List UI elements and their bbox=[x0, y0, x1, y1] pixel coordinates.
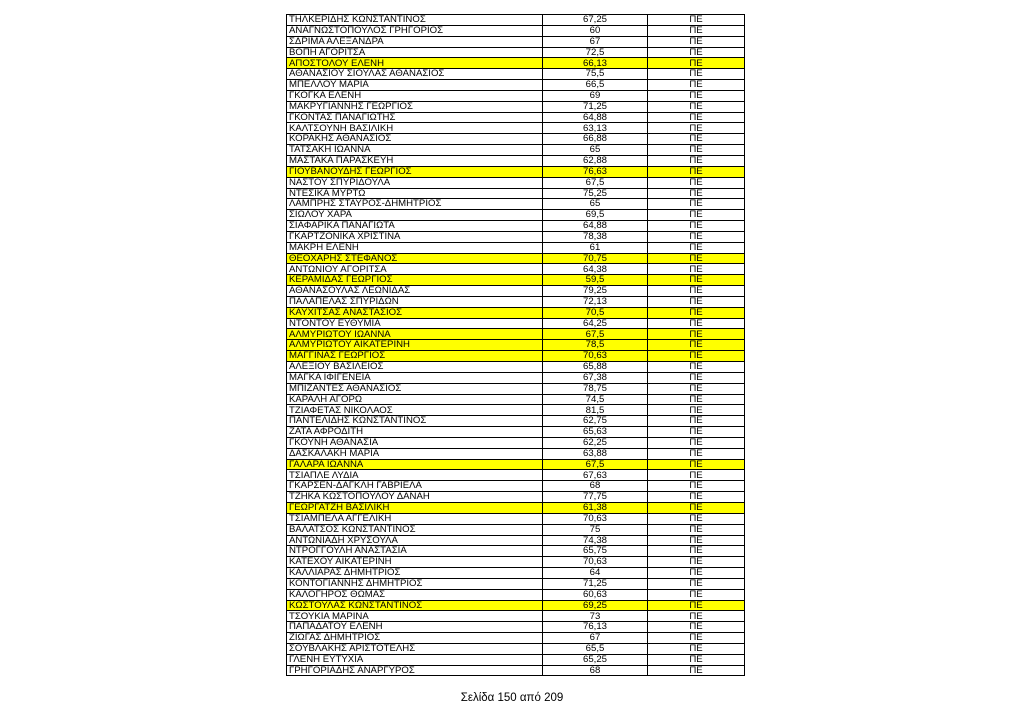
table-row bbox=[287, 264, 745, 275]
table-row bbox=[287, 405, 745, 416]
score-cell: 62,25 bbox=[543, 437, 648, 448]
name-cell: ΜΠΕΛΛΟΥ ΜΑΡΙΑ bbox=[287, 80, 543, 91]
name-cell: ΝΤΟΝΤΟΥ ΕΥΘΥΜΙΑ bbox=[287, 318, 543, 329]
category-cell: ΠΕ bbox=[648, 101, 745, 112]
table-row bbox=[287, 557, 745, 568]
table-row bbox=[287, 166, 745, 177]
score-cell: 65,75 bbox=[543, 546, 648, 557]
table-row bbox=[287, 47, 745, 58]
category-cell: ΠΕ bbox=[648, 546, 745, 557]
score-cell: 66,88 bbox=[543, 134, 648, 145]
name-cell: ΓΚΟΥΝΗ ΑΘΑΝΑΣΙΑ bbox=[287, 437, 543, 448]
category-cell: ΠΕ bbox=[648, 589, 745, 600]
category-cell: ΠΕ bbox=[648, 296, 745, 307]
name-cell: ΓΛΕΝΗ ΕΥΤΥΧΙΑ bbox=[287, 654, 543, 665]
table-row bbox=[287, 329, 745, 340]
table-row bbox=[287, 242, 745, 253]
name-cell: ΜΑΓΚΑ ΙΦΙΓΕΝΕΙΑ bbox=[287, 372, 543, 383]
category-cell: ΠΕ bbox=[648, 90, 745, 101]
table-row bbox=[287, 416, 745, 427]
table-row bbox=[287, 210, 745, 221]
category-cell: ΠΕ bbox=[648, 427, 745, 438]
name-cell: ΚΩΣΤΟΥΛΑΣ ΚΩΝΣΤΑΝΤΙΝΟΣ bbox=[287, 600, 543, 611]
category-cell: ΠΕ bbox=[648, 199, 745, 210]
results-table-body bbox=[287, 15, 745, 676]
category-cell: ΠΕ bbox=[648, 633, 745, 644]
name-cell: ΚΑΛΤΣΟΥΝΗ ΒΑΣΙΛΙΚΗ bbox=[287, 123, 543, 134]
score-cell: 75 bbox=[543, 524, 648, 535]
score-cell: 75,5 bbox=[543, 69, 648, 80]
score-cell: 70,63 bbox=[543, 351, 648, 362]
score-cell: 71,25 bbox=[543, 101, 648, 112]
score-cell: 64,25 bbox=[543, 318, 648, 329]
category-cell: ΠΕ bbox=[648, 166, 745, 177]
name-cell: ΝΑΣΤΟΥ ΣΠΥΡΙΔΟΥΛΑ bbox=[287, 177, 543, 188]
name-cell: ΤΗΛΚΕΡΙΔΗΣ ΚΩΝΣΤΑΝΤΙΝΟΣ bbox=[287, 15, 543, 26]
category-cell: ΠΕ bbox=[648, 600, 745, 611]
name-cell: ΤΖΙΑΦΕΤΑΣ ΝΙΚΟΛΑΟΣ bbox=[287, 405, 543, 416]
name-cell: ΓΚΑΡΤΖΟΝΙΚΑ ΧΡΙΣΤΙΝΑ bbox=[287, 231, 543, 242]
name-cell: ΑΘΑΝΑΣΟΥΛΑΣ ΛΕΩΝΙΔΑΣ bbox=[287, 286, 543, 297]
name-cell: ΑΝΤΩΝΙΟΥ ΑΓΟΡΙΤΣΑ bbox=[287, 264, 543, 275]
name-cell: ΣΟΥΒΛΑΚΗΣ ΑΡΙΣΤΟΤΕΛΗΣ bbox=[287, 643, 543, 654]
category-cell: ΠΕ bbox=[648, 557, 745, 568]
results-table bbox=[286, 14, 745, 676]
table-row bbox=[287, 643, 745, 654]
name-cell: ΚΑΡΑΛΗ ΑΓΟΡΩ bbox=[287, 394, 543, 405]
name-cell: ΒΟΠΗ ΑΓΟΡΙΤΣΑ bbox=[287, 47, 543, 58]
name-cell: ΚΑΛΛΙΑΡΑΣ ΔΗΜΗΤΡΙΟΣ bbox=[287, 568, 543, 579]
category-cell: ΠΕ bbox=[648, 231, 745, 242]
name-cell: ΚΟΡΑΚΗΣ ΑΘΑΝΑΣΙΟΣ bbox=[287, 134, 543, 145]
category-cell: ΠΕ bbox=[648, 437, 745, 448]
table-row bbox=[287, 589, 745, 600]
category-cell: ΠΕ bbox=[648, 394, 745, 405]
score-cell: 63,88 bbox=[543, 448, 648, 459]
category-cell: ΠΕ bbox=[648, 145, 745, 156]
score-cell: 60 bbox=[543, 25, 648, 36]
table-row bbox=[287, 145, 745, 156]
table-row bbox=[287, 546, 745, 557]
category-cell: ΠΕ bbox=[648, 318, 745, 329]
category-cell: ΠΕ bbox=[648, 351, 745, 362]
category-cell: ΠΕ bbox=[648, 69, 745, 80]
score-cell: 68 bbox=[543, 665, 648, 676]
table-row bbox=[287, 481, 745, 492]
table-row bbox=[287, 513, 745, 524]
score-cell: 66,5 bbox=[543, 80, 648, 91]
table-row bbox=[287, 654, 745, 665]
name-cell: ΑΛΕΞΙΟΥ ΒΑΣΙΛΕΙΟΣ bbox=[287, 362, 543, 373]
name-cell: ΤΑΤΣΑΚΗ ΙΩΑΝΝΑ bbox=[287, 145, 543, 156]
name-cell: ΣΙΑΦΑΡΙΚΑ ΠΑΝΑΓΙΩΤΑ bbox=[287, 221, 543, 232]
table-row bbox=[287, 80, 745, 91]
name-cell: ΤΖΗΚΑ ΚΩΣΤΟΠΟΥΛΟΥ ΔΑΝΑΗ bbox=[287, 492, 543, 503]
score-cell: 67,25 bbox=[543, 15, 648, 26]
category-cell: ΠΕ bbox=[648, 155, 745, 166]
score-cell: 70,63 bbox=[543, 513, 648, 524]
score-cell: 68 bbox=[543, 481, 648, 492]
score-cell: 70,75 bbox=[543, 253, 648, 264]
name-cell: ΚΑΤΕΧΟΥ ΑΙΚΑΤΕΡΙΝΗ bbox=[287, 557, 543, 568]
score-cell: 67,5 bbox=[543, 459, 648, 470]
name-cell: ΜΑΓΓΙΝΑΣ ΓΕΩΡΓΙΟΣ bbox=[287, 351, 543, 362]
table-row bbox=[287, 600, 745, 611]
name-cell: ΝΤΡΟΓΓΟΥΛΗ ΑΝΑΣΤΑΣΙΑ bbox=[287, 546, 543, 557]
score-cell: 79,25 bbox=[543, 286, 648, 297]
name-cell: ΘΕΟΧΑΡΗΣ ΣΤΕΦΑΝΟΣ bbox=[287, 253, 543, 264]
name-cell: ΓΡΗΓΟΡΙΑΔΗΣ ΑΝΑΡΓΥΡΟΣ bbox=[287, 665, 543, 676]
score-cell: 67,5 bbox=[543, 177, 648, 188]
category-cell: ΠΕ bbox=[648, 253, 745, 264]
score-cell: 74,5 bbox=[543, 394, 648, 405]
table-row bbox=[287, 112, 745, 123]
score-cell: 70,5 bbox=[543, 307, 648, 318]
table-row bbox=[287, 492, 745, 503]
category-cell: ΠΕ bbox=[648, 568, 745, 579]
category-cell: ΠΕ bbox=[648, 481, 745, 492]
table-row bbox=[287, 307, 745, 318]
score-cell: 77,75 bbox=[543, 492, 648, 503]
category-cell: ΠΕ bbox=[648, 25, 745, 36]
category-cell: ΠΕ bbox=[648, 372, 745, 383]
name-cell: ΜΠΙΖΑΝΤΕΣ ΑΘΑΝΑΣΙΟΣ bbox=[287, 383, 543, 394]
name-cell: ΤΣΟΥΚΙΑ ΜΑΡΙΝΑ bbox=[287, 611, 543, 622]
table-row bbox=[287, 134, 745, 145]
name-cell: ΓΚΑΡΣΕΝ-ΔΑΓΚΛΗ ΓΑΒΡΙΕΛΑ bbox=[287, 481, 543, 492]
category-cell: ΠΕ bbox=[648, 622, 745, 633]
score-cell: 65 bbox=[543, 199, 648, 210]
table-row bbox=[287, 123, 745, 134]
score-cell: 81,5 bbox=[543, 405, 648, 416]
name-cell: ΤΣΙΑΜΠΕΛΑ ΑΓΓΕΛΙΚΗ bbox=[287, 513, 543, 524]
score-cell: 65 bbox=[543, 145, 648, 156]
name-cell: ΑΛΜΥΡΙΩΤΟΥ ΙΩΑΝΝΑ bbox=[287, 329, 543, 340]
category-cell: ΠΕ bbox=[648, 58, 745, 69]
score-cell: 74,38 bbox=[543, 535, 648, 546]
table-row bbox=[287, 101, 745, 112]
table-row bbox=[287, 296, 745, 307]
score-cell: 70,63 bbox=[543, 557, 648, 568]
category-cell: ΠΕ bbox=[648, 502, 745, 513]
score-cell: 67 bbox=[543, 633, 648, 644]
score-cell: 72,5 bbox=[543, 47, 648, 58]
score-cell: 69 bbox=[543, 90, 648, 101]
name-cell: ΑΛΜΥΡΙΩΤΟΥ ΑΙΚΑΤΕΡΙΝΗ bbox=[287, 340, 543, 351]
table-row bbox=[287, 383, 745, 394]
score-cell: 60,63 bbox=[543, 589, 648, 600]
table-row bbox=[287, 578, 745, 589]
score-cell: 61 bbox=[543, 242, 648, 253]
score-cell: 69,25 bbox=[543, 600, 648, 611]
table-row bbox=[287, 502, 745, 513]
score-cell: 76,13 bbox=[543, 622, 648, 633]
score-cell: 67,5 bbox=[543, 329, 648, 340]
name-cell: ΓΑΛΑΡΑ ΙΩΑΝΝΑ bbox=[287, 459, 543, 470]
score-cell: 66,13 bbox=[543, 58, 648, 69]
category-cell: ΠΕ bbox=[648, 611, 745, 622]
table-row bbox=[287, 275, 745, 286]
table-row bbox=[287, 665, 745, 676]
table-row bbox=[287, 25, 745, 36]
category-cell: ΠΕ bbox=[648, 210, 745, 221]
name-cell: ΓΙΟΥΒΑΝΟΥΔΗΣ ΓΕΩΡΓΙΟΣ bbox=[287, 166, 543, 177]
name-cell: ΤΣΙΑΠΛΕ ΛΥΔΙΑ bbox=[287, 470, 543, 481]
score-cell: 72,13 bbox=[543, 296, 648, 307]
name-cell: ΠΑΛΑΠΕΛΑΣ ΣΠΥΡΙΔΩΝ bbox=[287, 296, 543, 307]
category-cell: ΠΕ bbox=[648, 524, 745, 535]
table-row bbox=[287, 427, 745, 438]
name-cell: ΖΙΩΓΑΣ ΔΗΜΗΤΡΙΟΣ bbox=[287, 633, 543, 644]
table-row bbox=[287, 15, 745, 26]
table-row bbox=[287, 459, 745, 470]
table-row bbox=[287, 221, 745, 232]
category-cell: ΠΕ bbox=[648, 513, 745, 524]
score-cell: 62,88 bbox=[543, 155, 648, 166]
name-cell: ΛΑΜΠΡΗΣ ΣΤΑΥΡΟΣ-ΔΗΜΗΤΡΙΟΣ bbox=[287, 199, 543, 210]
category-cell: ΠΕ bbox=[648, 470, 745, 481]
category-cell: ΠΕ bbox=[648, 340, 745, 351]
table-row bbox=[287, 372, 745, 383]
table-row bbox=[287, 177, 745, 188]
table-row bbox=[287, 155, 745, 166]
score-cell: 78,75 bbox=[543, 383, 648, 394]
score-cell: 75,25 bbox=[543, 188, 648, 199]
category-cell: ΠΕ bbox=[648, 362, 745, 373]
score-cell: 78,38 bbox=[543, 231, 648, 242]
category-cell: ΠΕ bbox=[648, 643, 745, 654]
score-cell: 71,25 bbox=[543, 578, 648, 589]
score-cell: 64 bbox=[543, 568, 648, 579]
table-row bbox=[287, 633, 745, 644]
name-cell: ΓΕΩΡΓΑΤΖΗ ΒΑΣΙΛΙΚΗ bbox=[287, 502, 543, 513]
category-cell: ΠΕ bbox=[648, 264, 745, 275]
score-cell: 65,5 bbox=[543, 643, 648, 654]
table-row bbox=[287, 36, 745, 47]
table-row bbox=[287, 622, 745, 633]
table-row bbox=[287, 231, 745, 242]
table-row bbox=[287, 69, 745, 80]
category-cell: ΠΕ bbox=[648, 459, 745, 470]
name-cell: ΑΘΑΝΑΣΙΟΥ ΣΙΟΥΛΑΣ ΑΘΑΝΑΣΙΟΣ bbox=[287, 69, 543, 80]
category-cell: ΠΕ bbox=[648, 123, 745, 134]
table-row bbox=[287, 568, 745, 579]
name-cell: ΣΔΡΙΜΑ ΑΛΕΞΑΝΔΡΑ bbox=[287, 36, 543, 47]
table-row bbox=[287, 351, 745, 362]
score-cell: 64,88 bbox=[543, 112, 648, 123]
score-cell: 65,63 bbox=[543, 427, 648, 438]
table-row bbox=[287, 90, 745, 101]
name-cell: ΜΑΚΡΗ ΕΛΕΝΗ bbox=[287, 242, 543, 253]
name-cell: ΣΙΩΛΟΥ ΧΑΡΑ bbox=[287, 210, 543, 221]
name-cell: ΓΚΟΝΤΑΣ ΠΑΝΑΓΙΩΤΗΣ bbox=[287, 112, 543, 123]
name-cell: ΜΑΣΤΑΚΑ ΠΑΡΑΣΚΕΥΗ bbox=[287, 155, 543, 166]
score-cell: 62,75 bbox=[543, 416, 648, 427]
category-cell: ΠΕ bbox=[648, 448, 745, 459]
score-cell: 64,88 bbox=[543, 221, 648, 232]
name-cell: ΑΝΤΩΝΙΑΔΗ ΧΡΥΣΟΥΛΑ bbox=[287, 535, 543, 546]
table-row bbox=[287, 58, 745, 69]
score-cell: 65,88 bbox=[543, 362, 648, 373]
name-cell: ΚΟΝΤΟΓΙΑΝΝΗΣ ΔΗΜΗΤΡΙΟΣ bbox=[287, 578, 543, 589]
category-cell: ΠΕ bbox=[648, 383, 745, 394]
name-cell: ΖΑΤΑ ΑΦΡΟΔΙΤΗ bbox=[287, 427, 543, 438]
name-cell: ΜΑΚΡΥΓΙΑΝΝΗΣ ΓΕΩΡΓΙΟΣ bbox=[287, 101, 543, 112]
table-row bbox=[287, 394, 745, 405]
category-cell: ΠΕ bbox=[648, 578, 745, 589]
category-cell: ΠΕ bbox=[648, 15, 745, 26]
category-cell: ΠΕ bbox=[648, 36, 745, 47]
category-cell: ΠΕ bbox=[648, 242, 745, 253]
category-cell: ΠΕ bbox=[648, 286, 745, 297]
name-cell: ΓΚΟΓΚΑ ΕΛΕΝΗ bbox=[287, 90, 543, 101]
category-cell: ΠΕ bbox=[648, 134, 745, 145]
score-cell: 59,5 bbox=[543, 275, 648, 286]
score-cell: 78,5 bbox=[543, 340, 648, 351]
name-cell: ΚΕΡΑΜΙΔΑΣ ΓΕΩΡΓΙΟΣ bbox=[287, 275, 543, 286]
table-row bbox=[287, 535, 745, 546]
category-cell: ΠΕ bbox=[648, 307, 745, 318]
table-row bbox=[287, 437, 745, 448]
name-cell: ΚΑΥΧΙΤΣΑΣ ΑΝΑΣΤΑΣΙΟΣ bbox=[287, 307, 543, 318]
table-row bbox=[287, 188, 745, 199]
name-cell: ΔΑΣΚΑΛΑΚΗ ΜΑΡΙΑ bbox=[287, 448, 543, 459]
name-cell: ΑΠΟΣΤΟΛΟΥ ΕΛΕΝΗ bbox=[287, 58, 543, 69]
category-cell: ΠΕ bbox=[648, 221, 745, 232]
name-cell: ΒΑΛΑΤΣΟΣ ΚΩΝΣΤΑΝΤΙΝΟΣ bbox=[287, 524, 543, 535]
score-cell: 67,63 bbox=[543, 470, 648, 481]
category-cell: ΠΕ bbox=[648, 492, 745, 503]
score-cell: 67,38 bbox=[543, 372, 648, 383]
score-cell: 69,5 bbox=[543, 210, 648, 221]
score-cell: 63,13 bbox=[543, 123, 648, 134]
table-row bbox=[287, 340, 745, 351]
category-cell: ΠΕ bbox=[648, 665, 745, 676]
table-row bbox=[287, 611, 745, 622]
score-cell: 64,38 bbox=[543, 264, 648, 275]
category-cell: ΠΕ bbox=[648, 329, 745, 340]
category-cell: ΠΕ bbox=[648, 275, 745, 286]
score-cell: 73 bbox=[543, 611, 648, 622]
category-cell: ΠΕ bbox=[648, 112, 745, 123]
table-row bbox=[287, 199, 745, 210]
table-row bbox=[287, 286, 745, 297]
score-cell: 76,63 bbox=[543, 166, 648, 177]
category-cell: ΠΕ bbox=[648, 188, 745, 199]
category-cell: ΠΕ bbox=[648, 47, 745, 58]
name-cell: ΝΤΕΣΙΚΑ ΜΥΡΤΩ bbox=[287, 188, 543, 199]
score-cell: 67 bbox=[543, 36, 648, 47]
category-cell: ΠΕ bbox=[648, 177, 745, 188]
table-row bbox=[287, 470, 745, 481]
score-cell: 61,38 bbox=[543, 502, 648, 513]
page-number-footer: Σελίδα 150 από 209 bbox=[460, 692, 564, 704]
table-row bbox=[287, 448, 745, 459]
score-cell: 65,25 bbox=[543, 654, 648, 665]
name-cell: ΑΝΑΓΝΩΣΤΟΠΟΥΛΟΣ ΓΡΗΓΟΡΙΟΣ bbox=[287, 25, 543, 36]
category-cell: ΠΕ bbox=[648, 654, 745, 665]
table-row bbox=[287, 253, 745, 264]
table-row bbox=[287, 524, 745, 535]
table-row bbox=[287, 318, 745, 329]
category-cell: ΠΕ bbox=[648, 405, 745, 416]
name-cell: ΠΑΝΤΕΛΙΔΗΣ ΚΩΝΣΤΑΝΤΙΝΟΣ bbox=[287, 416, 543, 427]
category-cell: ΠΕ bbox=[648, 535, 745, 546]
category-cell: ΠΕ bbox=[648, 80, 745, 91]
table-row bbox=[287, 362, 745, 373]
category-cell: ΠΕ bbox=[648, 416, 745, 427]
name-cell: ΚΑΛΟΓΗΡΟΣ ΘΩΜΑΣ bbox=[287, 589, 543, 600]
name-cell: ΠΑΠΑΔΑΤΟΥ ΕΛΕΝΗ bbox=[287, 622, 543, 633]
